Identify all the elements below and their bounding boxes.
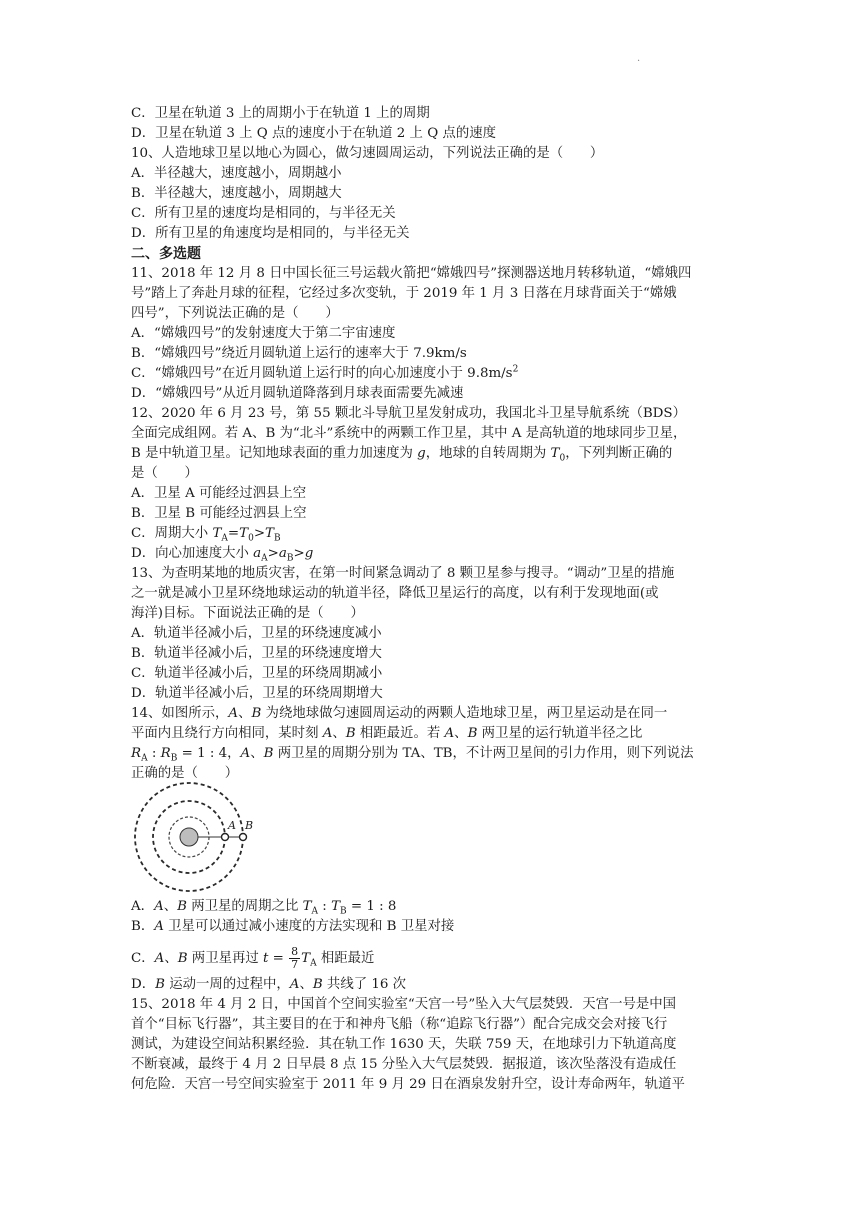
q15-stem-line1: 15、2018 年 4 月 2 日，中国首个空间实验室“天宫一号”坠入大气层焚毁．天宫一号是中国 — [131, 997, 677, 1012]
q11-option-d: D．“嫦娥四号”从近月圆轨道降落到月球表面需要先减速 — [131, 386, 464, 401]
q12-option-b: B．卫星 B 可能经过泗县上空 — [131, 506, 307, 521]
q11-stem-line2: 号”踏上了奔赴月球的征程，它经过多次变轨，于 2019 年 1 月 3 日落在月球背面关于“嫦娥 — [131, 286, 677, 301]
q9-option-c: C．卫星在轨道 3 上的周期小于在轨道 1 上的周期 — [131, 106, 430, 121]
q10-option-a: A．半径越大，速度越小，周期越小 — [131, 166, 342, 181]
fraction-8-7: $\frac{8}{7}$ — [291, 945, 299, 971]
q13-stem-line2: 之一就是减小卫星环绕地球运动的轨道半径，降低卫星运行的高度，以有利于发现地面(或 — [131, 586, 659, 601]
q14-stem-line3: $R_A$ : $R_B = 1$ : 4，A、B 两卫星的周期分别为 TA、TB，不计两卫星间的引力作用，则下列说法 — [131, 746, 694, 764]
q15-stem-line2: 首个“目标飞行器”，其主要目的在于和神舟飞船（称“追踪飞行器”）配合完成交会对接飞行 — [131, 1017, 668, 1032]
q10-stem: 10、人造地球卫星以地心为圆心，做匀速圆周运动，下列说法正确的是（ ） — [131, 146, 604, 161]
corner-mark: · — [637, 56, 641, 67]
orbit-diagram — [131, 781, 261, 893]
q13-option-a: A．轨道半径减小后，卫星的环绕速度减小 — [131, 626, 382, 641]
q12-stem-line1: 12、2020 年 6 月 23 号，第 55 颗北斗导航卫星发射成功，我国北斗卫星导航系统（BDS） — [131, 406, 686, 421]
q12-stem-line3: B 是中轨道卫星。记知地球表面的重力加速度为 g，地球的自转周期为 $T_0$，下列判断正确的 — [131, 446, 673, 464]
q12-option-a: A．卫星 A 可能经过泗县上空 — [131, 486, 307, 501]
q15-stem-line3: 测试，为建设空间站积累经验．其在轨工作 1630 天，失联 759 天，在地球引力下轨道高度 — [131, 1037, 677, 1052]
q13-option-b: B．轨道半径减小后，卫星的环绕速度增大 — [131, 646, 382, 661]
q11-stem-line1: 11、2018 年 12 月 8 日中国长征三号运载火箭把“嫦娥四号”探测器送地月转移轨道，“嫦娥四 — [131, 266, 692, 281]
earth-icon — [180, 828, 198, 846]
q14-option-c: C．A、B 两卫星再过 t = $\frac{8}{7}$ $T_A$ 相距最近 — [131, 945, 375, 971]
q14-option-d: D．B 运动一周的过程中，A、B 共线了 16 次 — [131, 977, 407, 992]
q14-option-a: A．A、B 两卫星的周期之比 $T_A$ : $T_B = 1$ : 8 — [131, 899, 397, 917]
satellite-a-icon — [222, 834, 229, 841]
q13-option-c: C．轨道半径减小后，卫星的环绕周期减小 — [131, 666, 383, 681]
q12-stem-line4: 是（ ） — [131, 466, 198, 481]
q14-stem-line2: 平面内且绕行方向相同，某时刻 A、B 相距最近。若 A、B 两卫星的运行轨道半径之比 — [131, 726, 643, 741]
q10-option-c: C．所有卫星的速度均是相同的，与半径无关 — [131, 206, 396, 221]
q14-stem-line4: 正确的是（ ） — [131, 766, 239, 781]
q10-option-d: D．所有卫星的角速度均是相同的，与半径无关 — [131, 226, 410, 241]
q15-stem-line5: 何危险．天宫一号空间实验室于 2011 年 9 月 29 日在酒泉发射升空，设计寿命两年，轨道平 — [131, 1077, 685, 1092]
q12-stem-line2: 全面完成组网。若 A、B 为“北斗”系统中的两颗工作卫星，其中 A 是高轨道的地球同步卫星， — [131, 426, 687, 441]
satellite-b-label: B — [245, 819, 254, 832]
satellite-a-label: A — [228, 819, 236, 832]
q12-option-d: D．向心加速度大小 $a_A>a_B>g$ — [131, 546, 314, 564]
q11-stem-line3: 四号”，下列说法正确的是（ ） — [131, 306, 339, 321]
q11-option-a: A．“嫦娥四号”的发射速度大于第二宇宙速度 — [131, 326, 396, 341]
q10-option-b: B．半径越大，速度越小，周期越大 — [131, 186, 342, 201]
q14-stem-line1: 14、如图所示，A、B 为绕地球做匀速圆周运动的两颗人造地球卫星，两卫星运动是在同一 — [131, 706, 668, 721]
satellite-b-icon — [240, 834, 247, 841]
q11-option-c: C．“嫦娥四号”在近月圆轨道上运行时的向心加速度小于 $9.8m/s^2$ — [131, 364, 519, 381]
q15-stem-line4: 不断衰减，最终于 4 月 2 日早晨 8 点 15 分坠入大气层焚毁．据报道，该次坠落没有造成任 — [131, 1057, 677, 1072]
q9-option-d: D．卫星在轨道 3 上 Q 点的速度小于在轨道 2 上 Q 点的速度 — [131, 126, 496, 141]
section-heading-multiple-choice: 二、多选题 — [131, 246, 201, 262]
q12-option-c: C．周期大小 $T_A=T_0>T_B$ — [131, 526, 281, 544]
q13-stem-line1: 13、为查明某地的地质灾害，在第一时间紧急调动了 8 颗卫星参与搜寻。“调动”卫星的措施 — [131, 566, 675, 581]
q14-option-b: B．A 卫星可以通过减小速度的方法实现和 B 卫星对接 — [131, 919, 455, 934]
q13-stem-line3: 海洋)目标。下面说法正确的是（ ） — [131, 606, 364, 621]
q11-option-b: B．“嫦娥四号”绕近月圆轨道上运行的速率大于 7.9km/s — [131, 346, 467, 361]
q13-option-d: D．轨道半径减小后，卫星的环绕周期增大 — [131, 686, 383, 701]
